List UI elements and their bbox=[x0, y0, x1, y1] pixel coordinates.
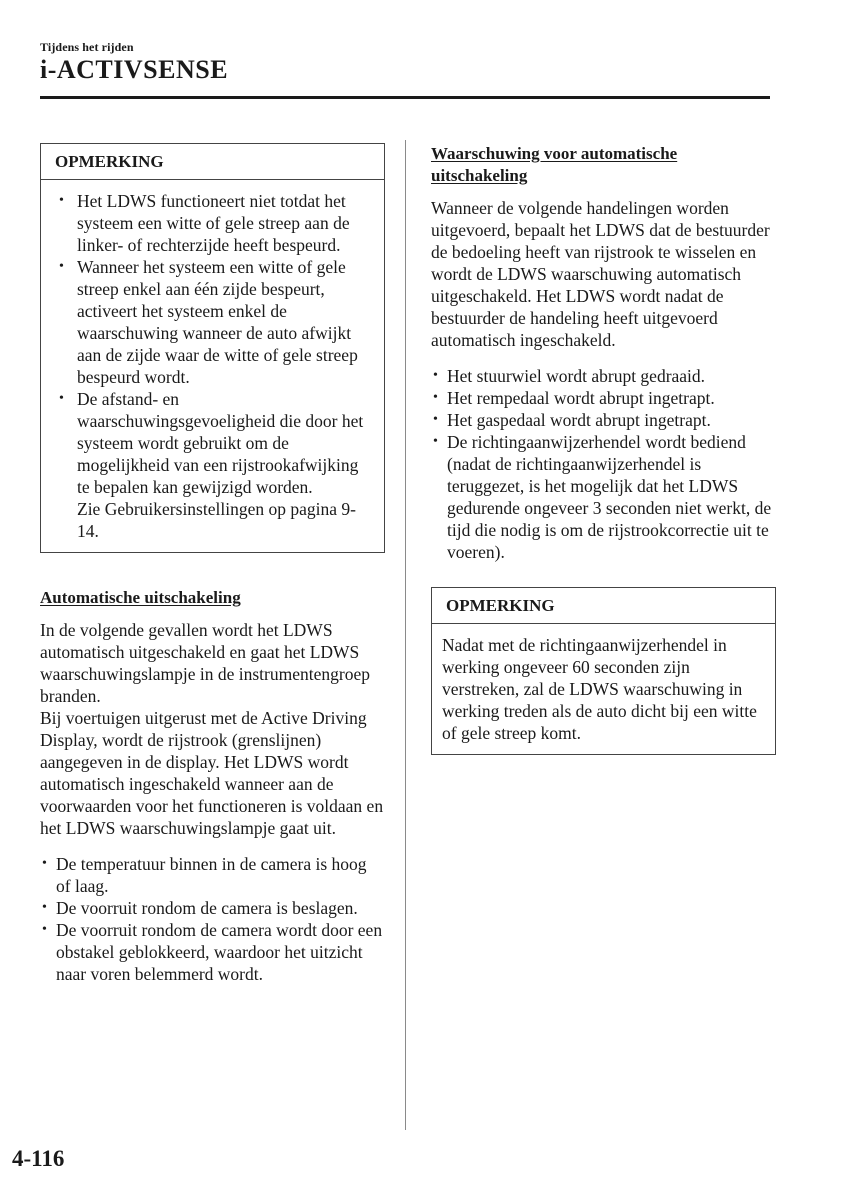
note-body bbox=[41, 180, 384, 552]
column-divider bbox=[405, 140, 406, 1130]
list-item: • Het LDWS functioneert niet totdat het systeem een witte of gele streep aan de linker- of rechterzijde heeft bespeurd. bbox=[59, 190, 370, 256]
note-text: Nadat met de richtingaanwijzerhendel in werking ongeveer 60 seconden zijn verstreken, zal de LDWS waarschuwing in werking treden als de auto dicht bij een witte of gele streep komt. bbox=[442, 635, 757, 743]
section-title-auto: Automatische uitschakeling bbox=[40, 588, 241, 607]
section-label: Tijdens het rijden bbox=[40, 40, 134, 54]
left-column bbox=[40, 143, 385, 985]
note-heading: OPMERKING bbox=[432, 588, 775, 624]
paragraph: Bij voertuigen uitgerust met de Active Driving Display, wordt de rijstrook (grenslijnen) aangegeven in de display. Het LDWS wordt automatisch ingeschakeld wanneer aan de voorwaarden voor het functioneren is voldaan en het LDWS waarschuwingslampje gaat uit. bbox=[40, 708, 384, 838]
page-number: 4-116 bbox=[12, 1146, 65, 1171]
list-item: • De voorruit rondom de camera wordt door een obstakel geblokkeerd, waardoor het uitzicht naar voren belemmerd wordt. bbox=[40, 919, 385, 985]
section-title-warning: Waarschuwing voor automatische uitschakeling bbox=[431, 144, 678, 185]
list-item: • De temperatuur binnen in de camera is hoog of laag. bbox=[40, 853, 385, 897]
page-title: i-ACTIVSENSE bbox=[40, 55, 229, 84]
note-box-right bbox=[431, 587, 776, 755]
header-rule bbox=[40, 96, 770, 99]
action-list bbox=[431, 365, 776, 563]
note-reference: Zie Gebruikersinstellingen op pagina 9-14. bbox=[77, 499, 356, 541]
paragraph: In de volgende gevallen wordt het LDWS automatisch uitgeschakeld en gaat het LDWS waarschuwingslampje in de instrumentengroep branden. bbox=[40, 620, 370, 706]
list-item: • De voorruit rondom de camera is beslagen. bbox=[40, 897, 385, 919]
note-body bbox=[432, 624, 775, 754]
condition-list bbox=[40, 853, 385, 985]
list-item: • De afstand- en waarschuwingsgevoeligheid die door het systeem wordt gebruikt om de mogelijkheid van een rijstrookafwijking te bepalen kan gewijzigd worden. bbox=[59, 388, 370, 498]
note-list bbox=[59, 190, 370, 498]
list-item: • Wanneer het systeem een witte of gele streep enkel aan één zijde bespeurt, activeert het systeem enkel de waarschuwing wanneer de auto afwijkt aan de zijde waar de witte of gele streep bespeurd wordt. bbox=[59, 256, 370, 388]
list-item: • De richtingaanwijzerhendel wordt bediend (nadat de richtingaanwijzerhendel is teruggezet, is het mogelijk dat het LDWS gedurende ongeveer 3 seconden niet werkt, de tijd die nodig is om de rijstrookcorrectie uit te voeren). bbox=[431, 431, 776, 563]
list-item: • Het gaspedaal wordt abrupt ingetrapt. bbox=[431, 409, 776, 431]
note-heading: OPMERKING bbox=[41, 144, 384, 180]
right-column bbox=[431, 143, 776, 755]
note-box-left bbox=[40, 143, 385, 553]
list-item: • Het stuurwiel wordt abrupt gedraaid. bbox=[431, 365, 776, 387]
list-item: • Het rempedaal wordt abrupt ingetrapt. bbox=[431, 387, 776, 409]
paragraph: Wanneer de volgende handelingen worden uitgevoerd, bepaalt het LDWS dat de bestuurder de bedoeling heeft van rijstrook te wisselen en wordt de LDWS waarschuwing automatisch uitgeschakeld. Het LDWS wordt nadat de bestuurder de handeling heeft uitgevoerd automatisch ingeschakeld. bbox=[431, 198, 770, 350]
